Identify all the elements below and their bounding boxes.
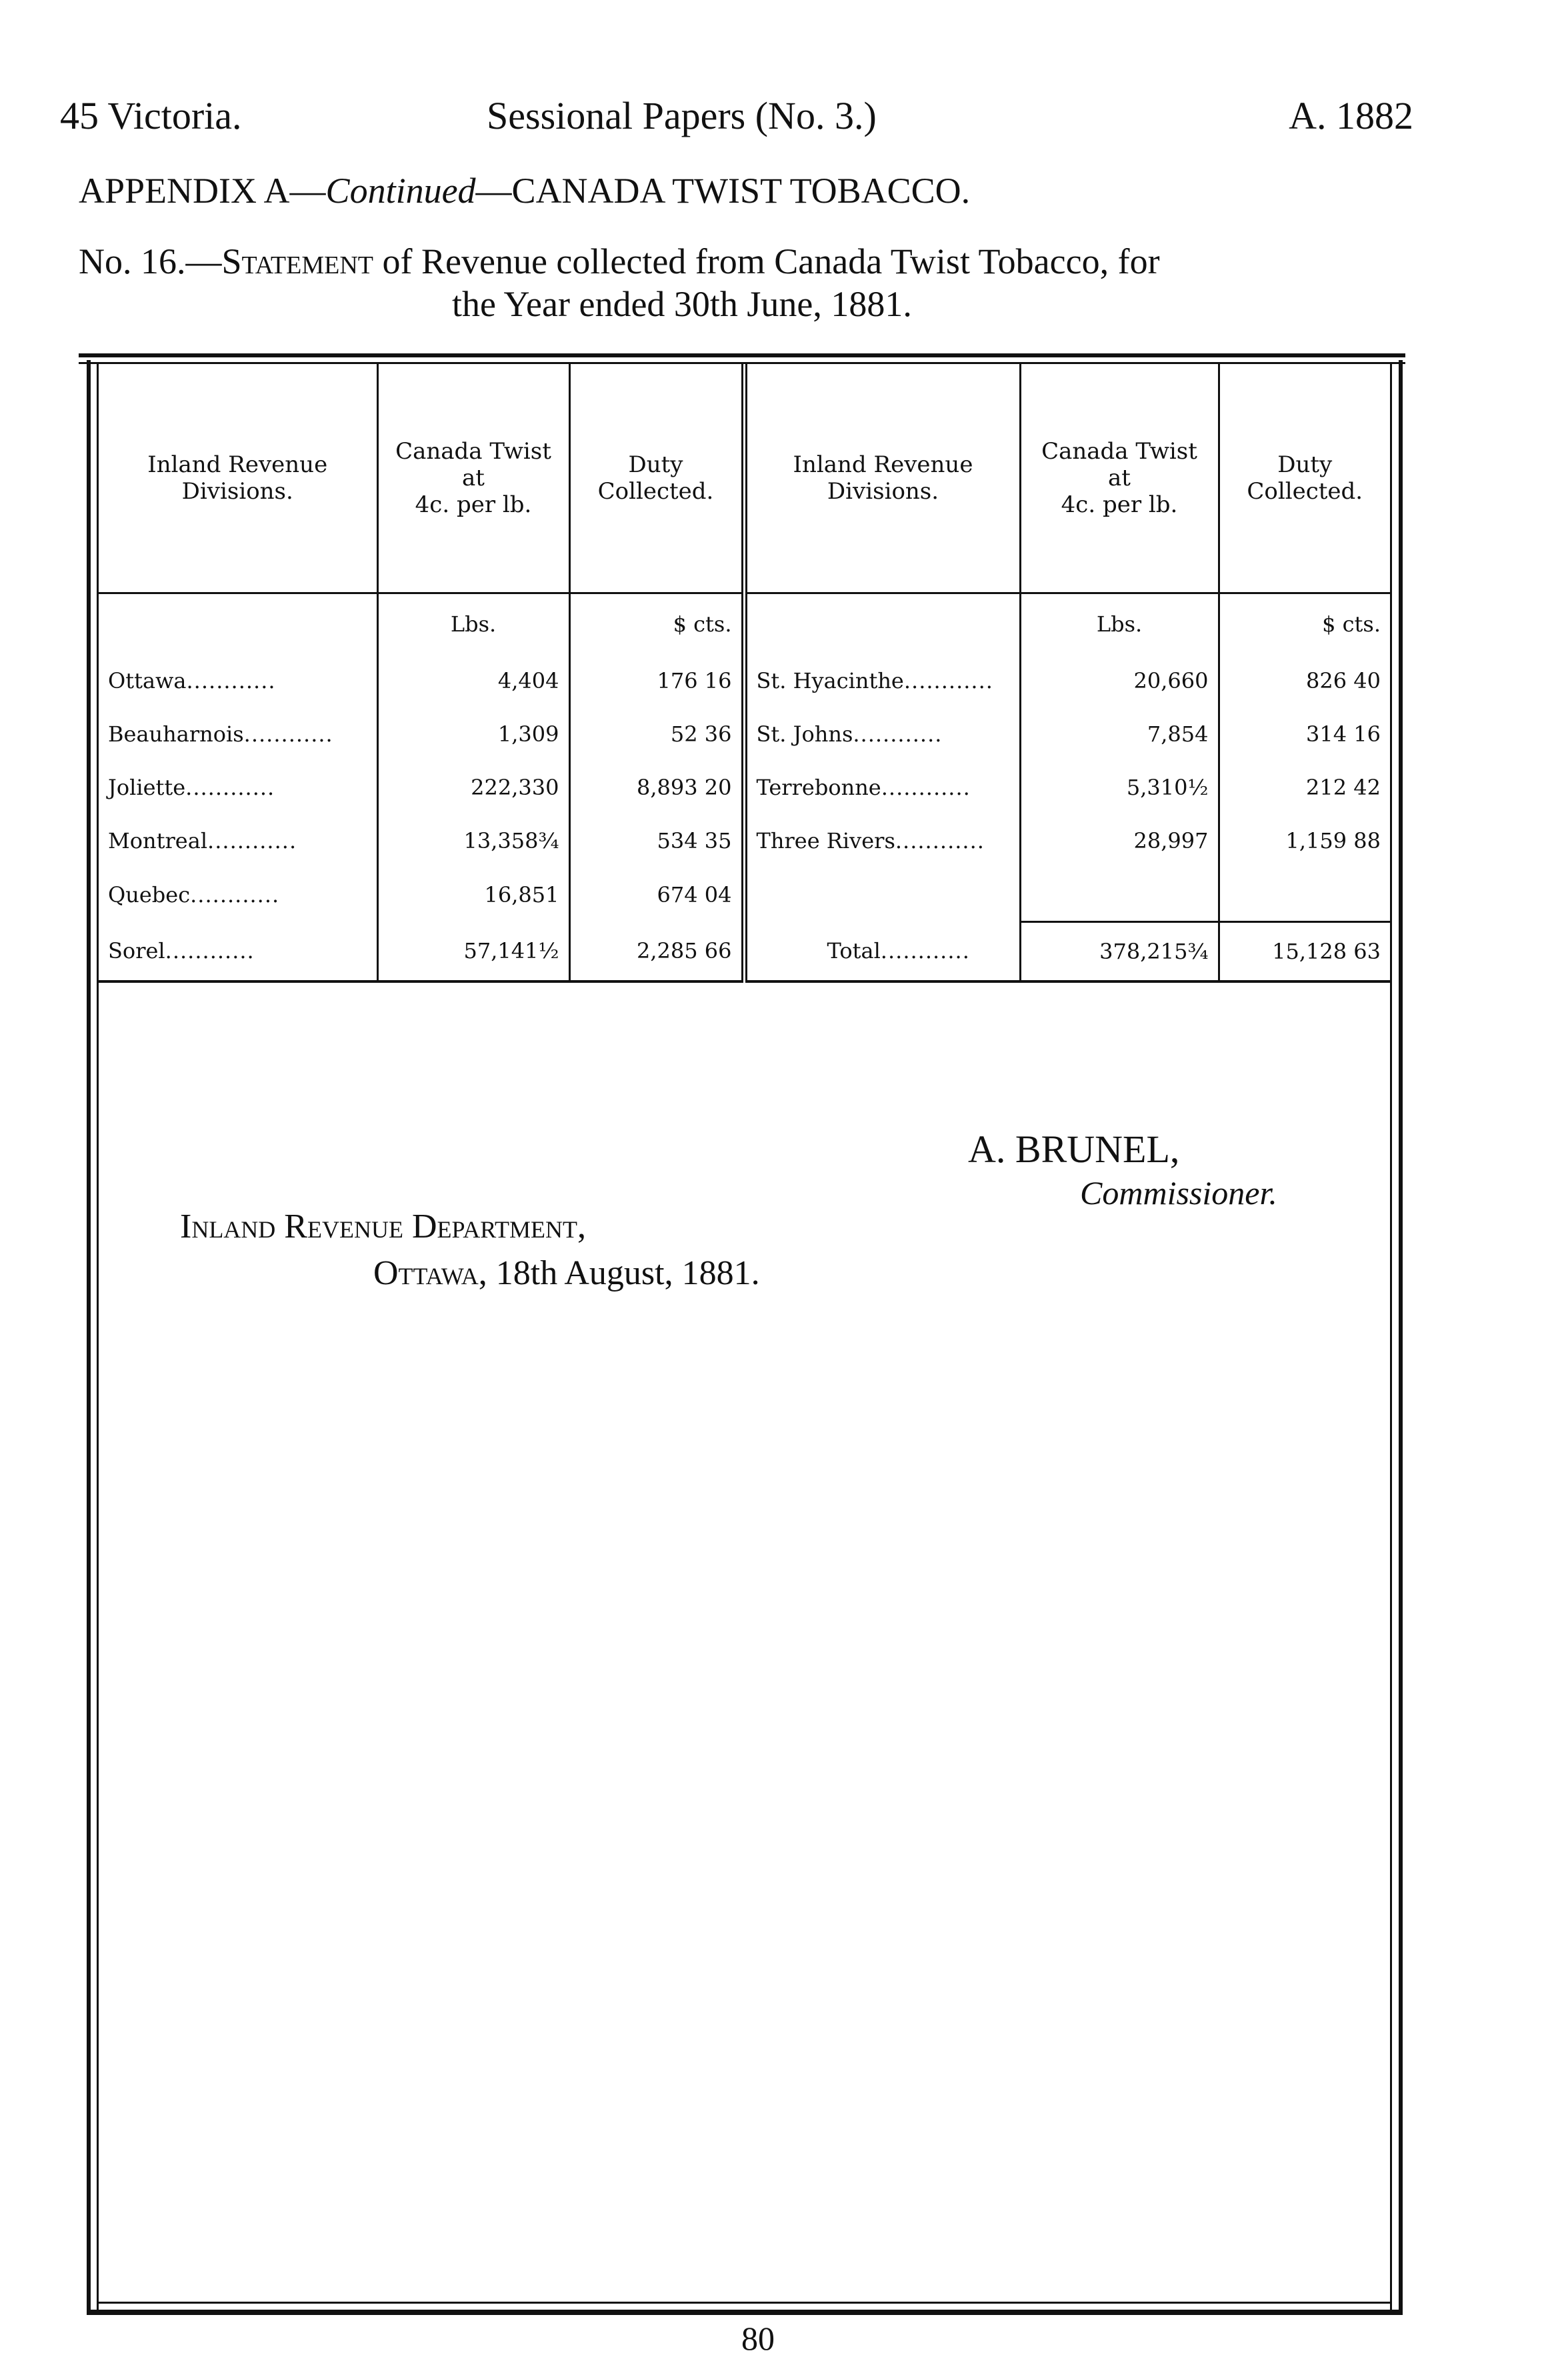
col-header-divisions-left: Inland Revenue Divisions. bbox=[99, 364, 377, 593]
table-row bbox=[99, 814, 1390, 867]
division-cell: St. Hyacinthe............ bbox=[744, 654, 1020, 707]
duty-cell: 674 04 bbox=[569, 867, 744, 922]
division-cell: St. Johns............ bbox=[744, 707, 1020, 761]
statement-line-1 bbox=[79, 240, 1405, 283]
department-date-text: , 18th August, 1881. bbox=[478, 1254, 760, 1292]
duty-cell: 176 16 bbox=[569, 654, 744, 707]
duty-cell: 314 16 bbox=[1306, 721, 1381, 747]
duty-cell: 2,285 66 bbox=[569, 922, 744, 982]
twist-header-line1: Canada Twist bbox=[1041, 438, 1197, 465]
revenue-table bbox=[99, 364, 1390, 983]
lbs-cell: 4,404 bbox=[377, 654, 569, 707]
duty-header-line2: Collected. bbox=[1247, 478, 1363, 505]
col-header-twist-right bbox=[1020, 364, 1219, 593]
duty-cell: 8,893 20 bbox=[569, 761, 744, 814]
division-cell: Beauharnois............ bbox=[99, 707, 377, 761]
twist-header-line3: 4c. per lb. bbox=[1061, 491, 1178, 518]
total-label-cell: Total............ bbox=[744, 922, 1020, 982]
duty-cell: 52 36 bbox=[569, 707, 744, 761]
division-cell: Montreal............ bbox=[99, 814, 377, 867]
statement-label: Statement bbox=[221, 241, 374, 281]
table-row bbox=[99, 922, 1390, 982]
duty-header-line1: Duty bbox=[628, 451, 683, 478]
signature-title: Commissioner. bbox=[1080, 1174, 1277, 1212]
units-lbs: Lbs. bbox=[1020, 593, 1219, 655]
lbs-cell: 1,309 bbox=[377, 707, 569, 761]
col-header-twist-left bbox=[377, 364, 569, 593]
frame-rule-right bbox=[1399, 360, 1403, 2314]
total-lbs-cell: 378,215¾ bbox=[1020, 922, 1219, 982]
department-name: Inland Revenue Department, bbox=[180, 1208, 587, 1246]
lbs-cell: 7,854 bbox=[1020, 707, 1219, 761]
lbs-cell: 5,310½ bbox=[1020, 761, 1219, 814]
units-dollars: $ cts. bbox=[569, 593, 744, 655]
division-cell: Terrebonne............ bbox=[744, 761, 1020, 814]
units-dollars: $ cts. bbox=[1322, 611, 1381, 637]
twist-header-line2: at bbox=[462, 465, 485, 491]
statement-line-2: the Year ended 30th June, 1881. bbox=[452, 284, 912, 324]
signature-name: A. BRUNEL, bbox=[968, 1127, 1180, 1171]
duty-cell: 212 42 bbox=[1306, 775, 1381, 800]
units-row bbox=[99, 593, 1390, 655]
duty-header-line2: Collected. bbox=[597, 478, 714, 505]
appendix-title bbox=[79, 170, 970, 211]
total-duty-cell: 15,128 63 bbox=[1219, 922, 1390, 982]
header-left: 45 Victoria. bbox=[60, 94, 242, 137]
lbs-cell: 57,141½ bbox=[377, 922, 569, 982]
lbs-cell: 16,851 bbox=[377, 867, 569, 922]
lbs-cell: 222,330 bbox=[377, 761, 569, 814]
duty-cell: 826 40 bbox=[1306, 668, 1381, 693]
duty-cell: 534 35 bbox=[569, 814, 744, 867]
twist-header-line1: Canada Twist bbox=[395, 438, 551, 465]
col-header-duty-left bbox=[569, 364, 744, 593]
table-row bbox=[99, 654, 1390, 707]
frame-rule-left bbox=[87, 360, 91, 2314]
col-header-divisions-right: Inland Revenue Divisions. bbox=[744, 364, 1020, 593]
appendix-suffix: —CANADA TWIST TOBACCO. bbox=[475, 171, 971, 211]
table-row bbox=[99, 761, 1390, 814]
twist-header-line3: 4c. per lb. bbox=[415, 491, 532, 518]
running-header bbox=[60, 93, 1413, 147]
division-cell: Sorel............ bbox=[99, 922, 377, 982]
header-right: A. 1882 bbox=[1289, 94, 1413, 137]
table-row bbox=[99, 867, 1390, 922]
frame-rule-top bbox=[79, 353, 1405, 357]
header-center: Sessional Papers (No. 3.) bbox=[487, 94, 877, 137]
appendix-prefix: APPENDIX A— bbox=[79, 171, 326, 211]
duty-header-line1: Duty bbox=[1277, 451, 1333, 478]
lbs-cell: 28,997 bbox=[1020, 814, 1219, 867]
division-cell: Joliette............ bbox=[99, 761, 377, 814]
division-cell: Three Rivers............ bbox=[744, 814, 1020, 867]
statement-number: No. 16.— bbox=[79, 241, 222, 281]
division-cell: Ottawa............ bbox=[99, 654, 377, 707]
department-place: Ottawa bbox=[373, 1254, 479, 1292]
col-header-duty-right bbox=[1219, 364, 1390, 593]
page-number: 80 bbox=[741, 2320, 775, 2357]
statement-line1-rest: of Revenue collected from Canada Twist Tobacco, for bbox=[373, 241, 1160, 281]
frame-rule-right-inner bbox=[1390, 364, 1392, 2310]
table-header-row bbox=[99, 364, 1390, 593]
department-date bbox=[373, 1254, 760, 1293]
twist-header-line2: at bbox=[1108, 465, 1131, 491]
statement-title bbox=[79, 240, 1405, 325]
frame-rule-bottom-inner bbox=[97, 2302, 1392, 2304]
table-row bbox=[99, 707, 1390, 761]
units-lbs: Lbs. bbox=[377, 593, 569, 655]
lbs-cell: 13,358¾ bbox=[377, 814, 569, 867]
appendix-continued: Continued bbox=[325, 171, 476, 211]
frame-rule-bottom bbox=[87, 2310, 1403, 2315]
lbs-cell: 20,660 bbox=[1020, 654, 1219, 707]
division-cell: Quebec............ bbox=[99, 867, 377, 922]
duty-cell: 1,159 88 bbox=[1285, 828, 1381, 853]
